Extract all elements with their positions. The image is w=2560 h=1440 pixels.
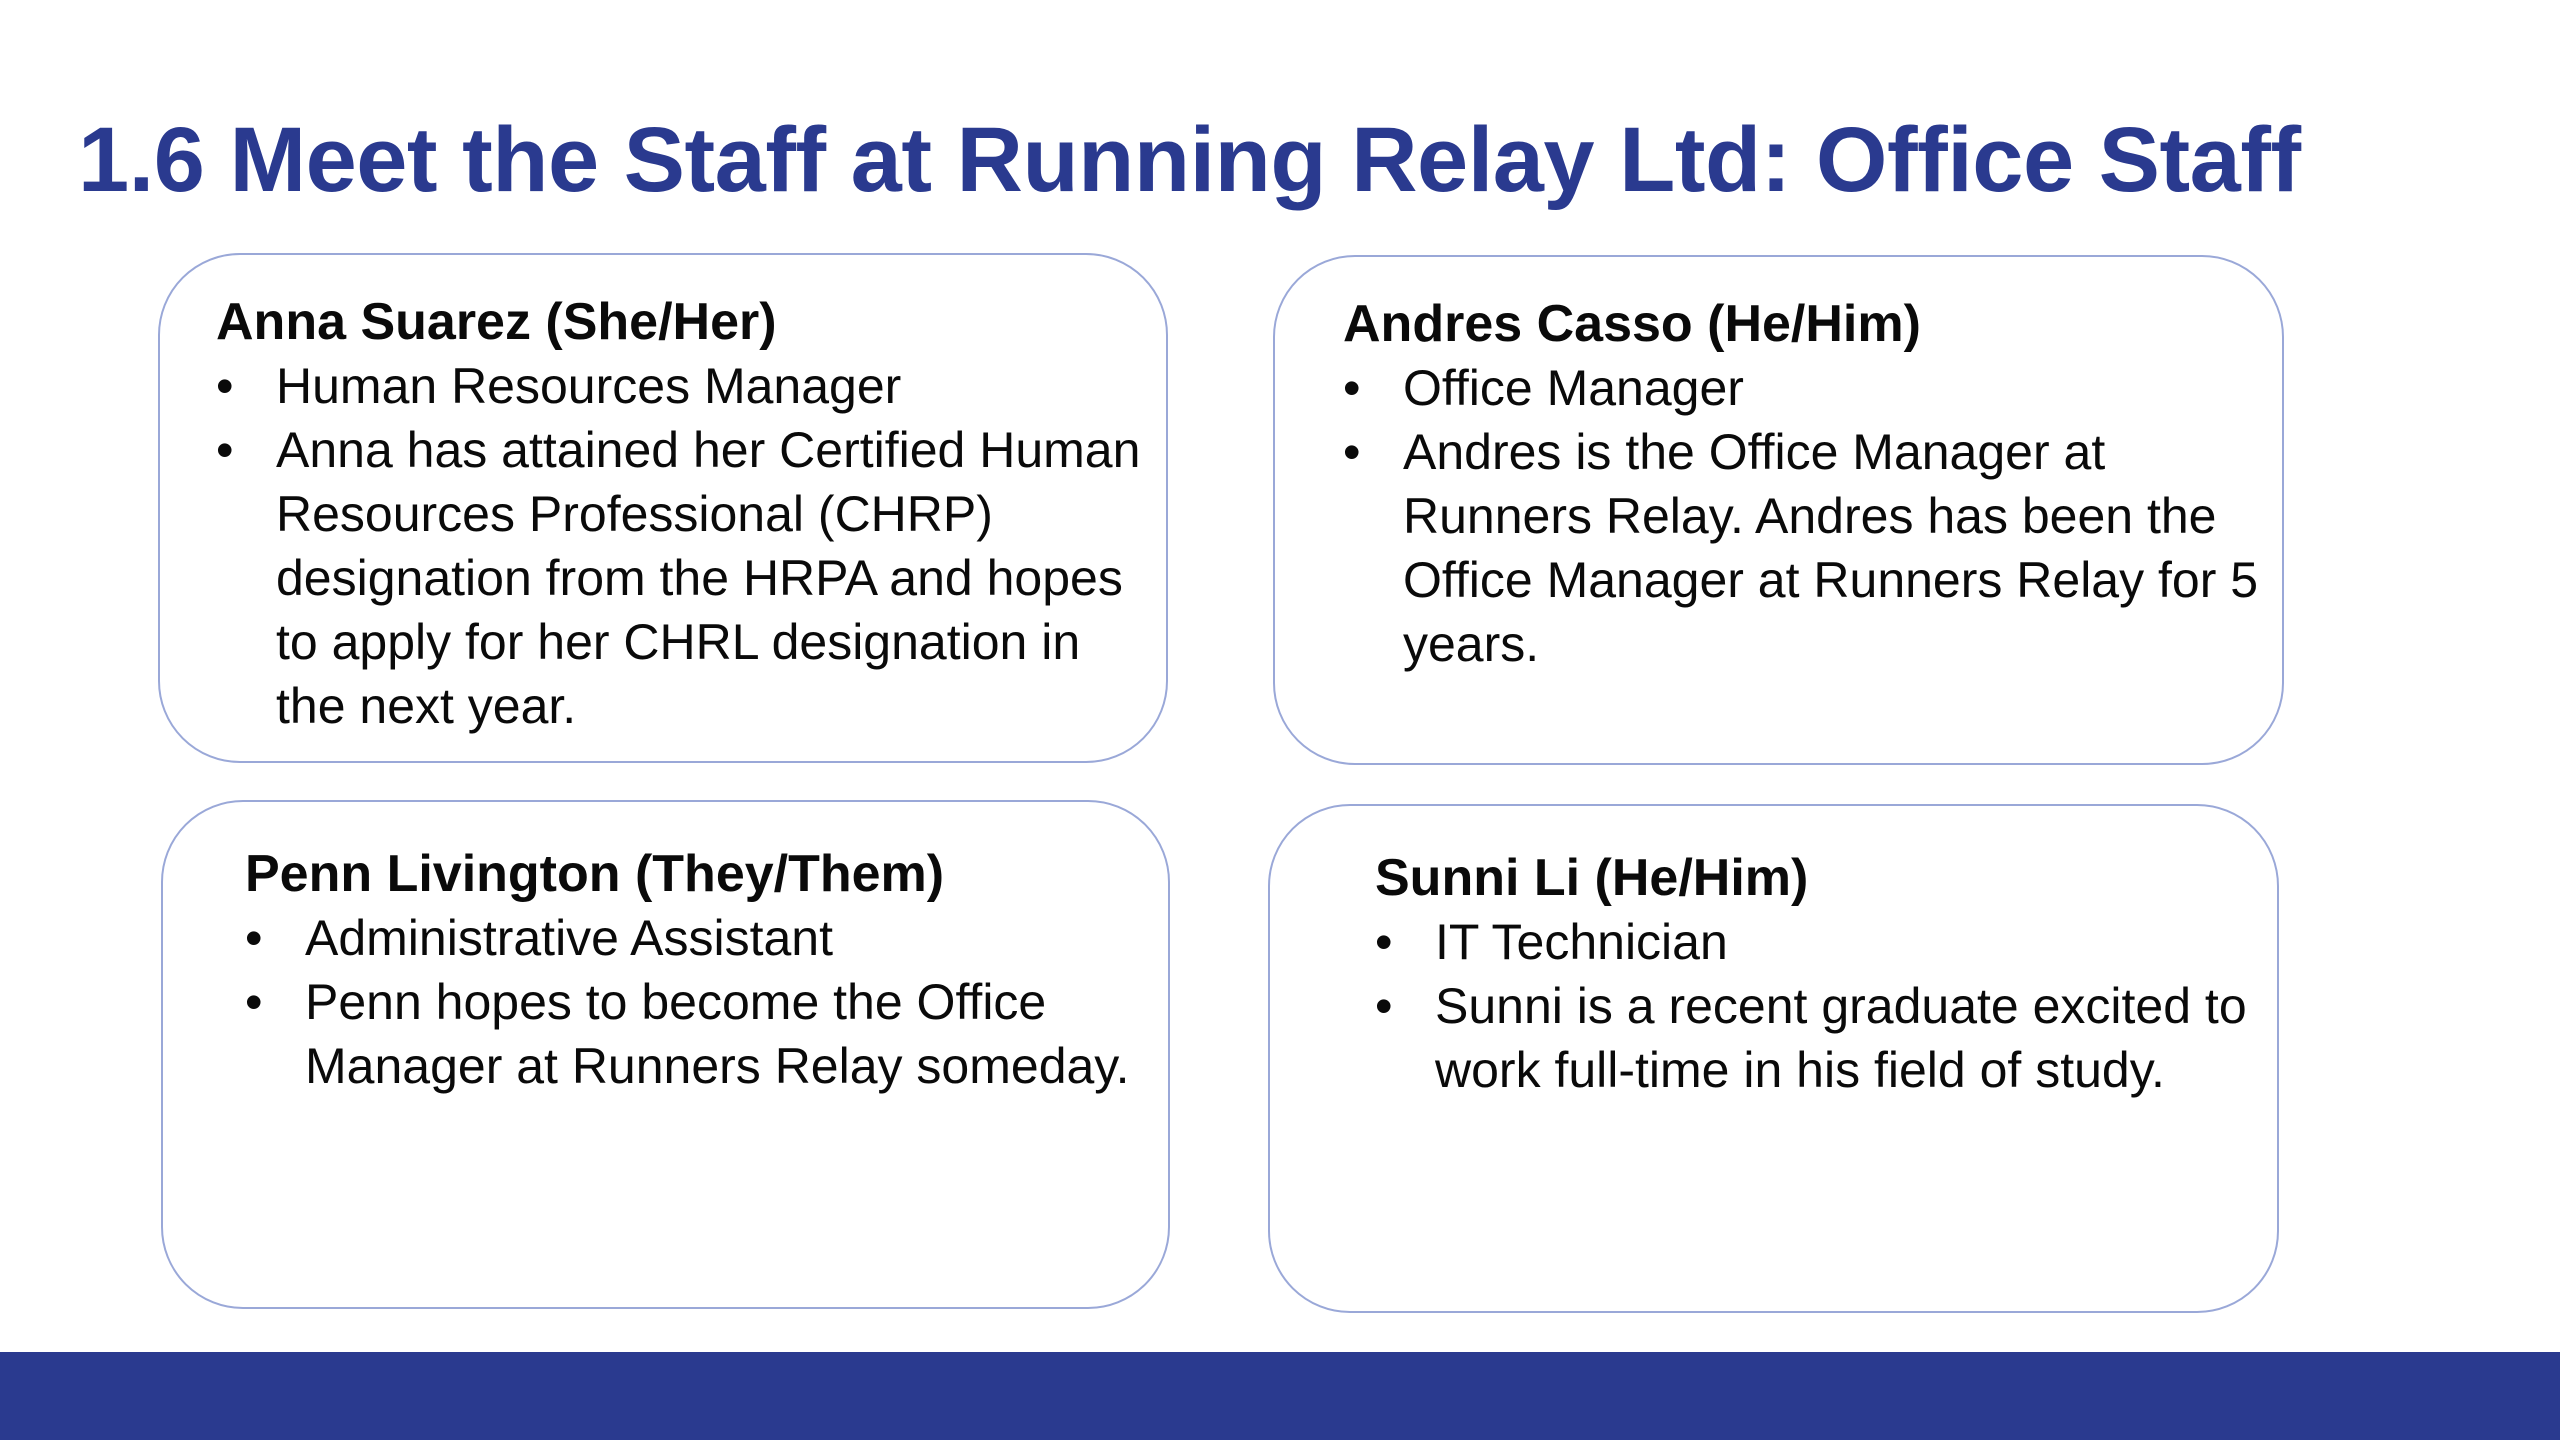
staff-details-list (1375, 910, 2255, 1102)
staff-name: Andres Casso (He/Him) (1343, 295, 1921, 353)
slide-title: 1.6 Meet the Staff at Running Relay Ltd: Office Staff (78, 109, 2301, 211)
staff-card-andres-casso (1273, 255, 2284, 765)
staff-name: Penn Livington (They/Them) (245, 845, 945, 903)
staff-card-sunni-li (1268, 804, 2279, 1313)
staff-details-list (245, 906, 1145, 1098)
staff-card-anna-suarez (158, 253, 1168, 763)
staff-card-penn-livington (161, 800, 1170, 1309)
staff-role: • IT Technician (1375, 910, 2255, 974)
staff-details-list (216, 354, 1156, 738)
staff-bio: • Anna has attained her Certified Human Resources Professional (CHRP) designation from the HRPA and hopes to apply for her CHRL designation in the next year. (216, 418, 1156, 738)
footer-bar (0, 1352, 2560, 1440)
staff-bio: • Sunni is a recent graduate excited to work full-time in his field of study. (1375, 974, 2255, 1102)
staff-name: Anna Suarez (She/Her) (216, 293, 777, 351)
staff-bio: • Penn hopes to become the Office Manager at Runners Relay someday. (245, 970, 1145, 1098)
staff-details-list (1343, 356, 2263, 676)
staff-role: • Office Manager (1343, 356, 2263, 420)
staff-role: • Administrative Assistant (245, 906, 1145, 970)
staff-name: Sunni Li (He/Him) (1375, 849, 1809, 907)
staff-bio: • Andres is the Office Manager at Runners Relay. Andres has been the Office Manager at Runners Relay for 5 years. (1343, 420, 2263, 676)
staff-role: • Human Resources Manager (216, 354, 1156, 418)
